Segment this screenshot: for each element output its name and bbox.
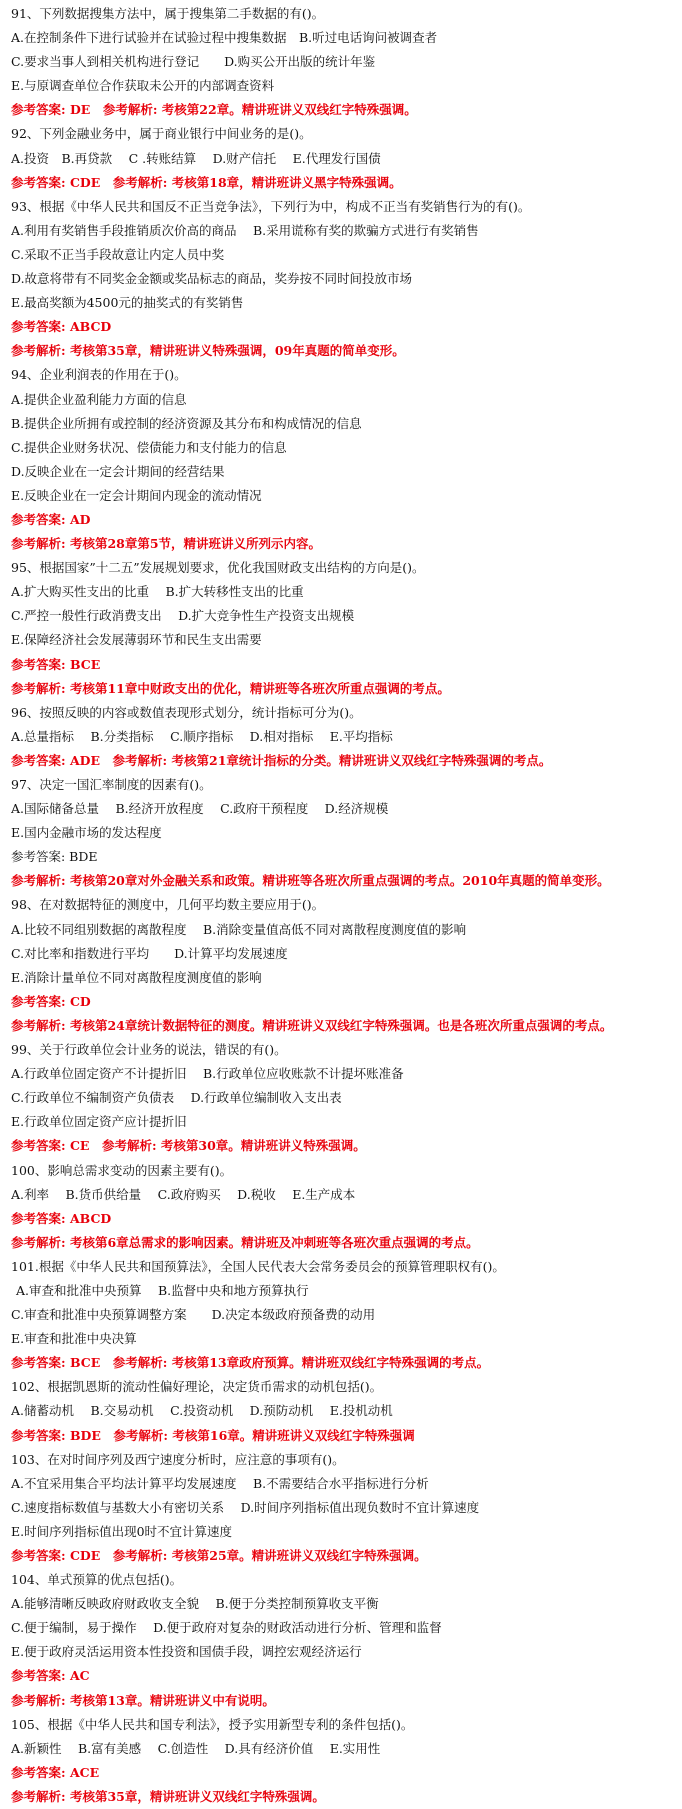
option-line: C.严控一般性行政消费支出 D.扩大竞争性生产投资支出规模 — [11, 608, 355, 624]
option-line: E.时间序列指标值出现0时不宜计算速度 — [11, 1523, 233, 1539]
question-line: 100、影响总需求变动的因素主要有()。 — [11, 1162, 233, 1178]
option-line: E.审查和批准中央决算 — [11, 1331, 137, 1347]
option-line: A.比较不同组别数据的离散程度 B.消除变量值高低不同对离散程度测度值的影响 — [11, 921, 467, 937]
question-line: 104、单式预算的优点包括()。 — [11, 1572, 183, 1588]
option-line: A.不宜采用集合平均法计算平均发展速度 B.不需要结合水平指标进行分析 — [11, 1475, 429, 1491]
option-line: A.利率 B.货币供给量 C.政府购买 D.税收 E.生产成本 — [11, 1186, 356, 1202]
answer-line: 参考答案: DE 参考解析: 考核第22章。精讲班讲义双线红字特殊强调。 — [11, 102, 417, 118]
option-line: A.利用有奖销售手段推销质次价高的商品 B.采用谎称有奖的欺骗方式进行有奖销售 — [11, 222, 479, 238]
question-line: 103、在对时间序列及西宁速度分析时，应注意的事项有()。 — [11, 1451, 345, 1467]
option-line: C.要求当事人到相关机构进行登记 D.购买公开出版的统计年鉴 — [11, 54, 376, 70]
option-line: C.提供企业财务状况、偿债能力和支付能力的信息 — [11, 439, 287, 455]
option-line: E.便于政府灵活运用资本性投资和国债手段，调控宏观经济运行 — [11, 1644, 362, 1660]
answer-line: 参考答案: ABCD — [11, 319, 112, 335]
option-line: E.消除计量单位不同对离散程度测度值的影响 — [11, 969, 262, 985]
question-line: 101.根据《中华人民共和国预算法》，全国人民代表大会常务委员会的预算管理职权有()。 — [11, 1258, 505, 1274]
answer-line: 参考答案: CDE 参考解析: 考核第18章，精讲班讲义黑字特殊强调。 — [11, 174, 402, 190]
question-line: 105、根据《中华人民共和国专利法》，授予实用新型专利的条件包括()。 — [11, 1716, 414, 1732]
option-line: C.便于编制，易于操作 D.便于政府对复杂的财政活动进行分析、管理和监督 — [11, 1620, 442, 1636]
question-line: 96、按照反映的内容或数值表现形式划分，统计指标可分为()。 — [11, 704, 362, 720]
answer-line: 参考答案: ACE — [11, 1764, 100, 1780]
answer-line: 参考答案: BDE — [11, 849, 98, 865]
question-line: 97、决定一国汇率制度的因素有()。 — [11, 777, 212, 792]
question-line: 102、根据凯恩斯的流动性偏好理论，决定货币需求的动机包括()。 — [11, 1379, 383, 1395]
answer-line: 参考解析: 考核第35章，精讲班讲义特殊强调，09年真题的简单变形。 — [11, 343, 405, 359]
answer-line: 参考答案: AC — [11, 1668, 90, 1684]
option-line: A.总量指标 B.分类指标 C.顺序指标 D.相对指标 E.平均指标 — [11, 728, 393, 744]
option-line: A.能够清晰反映政府财政收支全貌 B.便于分类控制预算收支平衡 — [11, 1596, 379, 1612]
option-line: A.储蓄动机 B.交易动机 C.投资动机 D.预防动机 E.投机动机 — [11, 1403, 393, 1419]
option-line: A.提供企业盈利能力方面的信息 — [11, 391, 187, 407]
answer-line: 参考答案: CDE 参考解析: 考核第25章。精讲班讲义双线红字特殊强调。 — [11, 1548, 427, 1563]
option-line: E.最高奖额为4500元的抽奖式的有奖销售 — [11, 295, 244, 311]
answer-line: 参考解析: 考核第11章中财政支出的优化，精讲班等各班次所重点强调的考点。 — [11, 680, 450, 696]
option-line: E.国内金融市场的发达程度 — [11, 825, 162, 841]
answer-line: 参考解析: 考核第28章第5节，精讲班讲义所列示内容。 — [11, 536, 322, 552]
answer-line: 参考答案: CD — [11, 993, 91, 1009]
option-line: C.行政单位不编制资产负债表 D.行政单位编制收入支出表 — [11, 1090, 342, 1106]
option-line: C.对比率和指数进行平均 D.计算平均发展速度 — [11, 945, 288, 961]
option-line: D.故意将带有不同奖金金额或奖品标志的商品，奖券按不同时间投放市场 — [11, 271, 413, 287]
question-line: 93、根据《中华人民共和国反不正当竞争法》，下列行为中，构成不正当有奖销售行为的有()。 — [11, 198, 531, 214]
answer-line: 参考解析: 考核第24章统计数据特征的测度。精讲班讲义双线红字特殊强调。也是各班次所重点强调的考点。 — [11, 1017, 613, 1033]
question-line: 92、下列金融业务中，属于商业银行中间业务的是()。 — [11, 126, 312, 142]
option-line: E.保障经济社会发展薄弱环节和民生支出需要 — [11, 632, 262, 648]
option-line: E.与原调查单位合作获取未公开的内部调查资料 — [11, 78, 275, 94]
option-line: A.投资 B.再贷款 C .转账结算 D.财产信托 E.代理发行国债 — [11, 150, 381, 166]
question-line: 94、企业利润表的作用在于()。 — [11, 367, 187, 383]
option-line: E.行政单位固定资产应计提折旧 — [11, 1114, 187, 1130]
answer-line: 参考答案: CE 参考解析: 考核第30章。精讲班讲义特殊强调。 — [11, 1138, 366, 1154]
option-line: A.扩大购买性支出的比重 B.扩大转移性支出的比重 — [11, 584, 304, 600]
answer-line: 参考答案: AD — [11, 511, 91, 527]
option-line: D.反映企业在一定会计期间的经营结果 — [11, 463, 225, 479]
question-line: 99、关于行政单位会计业务的说法，错误的有()。 — [11, 1042, 287, 1058]
option-line: C.采取不正当手段故意让内定人员中奖 — [11, 246, 225, 262]
answer-line: 参考答案: ADE 参考解析: 考核第21章统计指标的分类。精讲班讲义双线红字特殊强调的考点。 — [11, 752, 552, 768]
answer-line: 参考解析: 考核第13章。精讲班讲义中有说明。 — [11, 1692, 275, 1708]
answer-line: 参考解析: 考核第6章总需求的影响因素。精讲班及冲刺班等各班次重点强调的考点。 — [11, 1234, 479, 1250]
option-line: A.新颖性 B.富有美感 C.创造性 D.具有经济价值 E.实用性 — [11, 1740, 381, 1756]
answer-line: 参考答案: BCE 参考解析: 考核第13章政府预算。精讲班双线红字特殊强调的考点。 — [11, 1355, 490, 1371]
answer-line: 参考答案: BCE — [11, 656, 101, 672]
option-line: A.在控制条件下进行试验并在试验过程中搜集数据 B.听过电话询问被调查者 — [11, 30, 438, 46]
option-line: C.速度指标数值与基数大小有密切关系 D.时间序列指标值出现负数时不宜计算速度 — [11, 1499, 480, 1515]
option-line: E.反映企业在一定会计期间内现金的流动情况 — [11, 487, 262, 503]
option-line: A.国际储备总量 B.经济开放程度 C.政府干预程度 D.经济规模 — [11, 801, 389, 817]
option-line: A.行政单位固定资产不计提折旧 B.行政单位应收账款不计提坏账准备 — [11, 1066, 404, 1082]
answer-line: 参考解析: 考核第20章对外金融关系和政策。精讲班等各班次所重点强调的考点。2010年真题的简单变形。 — [11, 873, 610, 889]
answer-line: 参考答案: ABCD — [11, 1210, 112, 1226]
option-line: B.提供企业所拥有或控制的经济资源及其分布和构成情况的信息 — [11, 415, 362, 431]
answer-line: 参考答案: BDE 参考解析: 考核第16章。精讲班讲义双线红字特殊强调 — [11, 1427, 415, 1443]
question-line: 91、下列数据搜集方法中，属于搜集第二手数据的有()。 — [11, 6, 325, 21]
question-line: 95、根据国家”十二五”发展规划要求，优化我国财政支出结构的方向是()。 — [11, 560, 425, 576]
question-line: 98、在对数据特征的测度中，几何平均数主要应用于()。 — [11, 897, 325, 913]
option-line: A.审查和批准中央预算 B.监督中央和地方预算执行 — [16, 1282, 309, 1298]
option-line: C.审查和批准中央预算调整方案 D.决定本级政府预备费的动用 — [11, 1307, 376, 1323]
answer-line: 参考解析: 考核第35章，精讲班讲义双线红字特殊强调。 — [11, 1788, 325, 1804]
